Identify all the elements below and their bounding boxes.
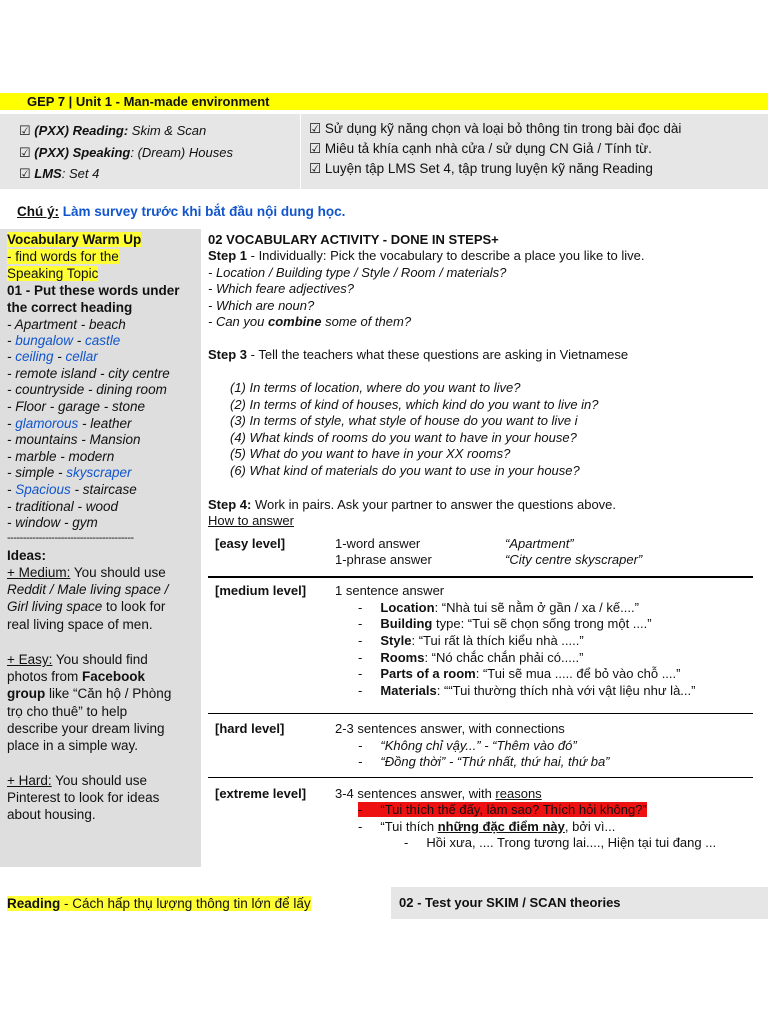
level-label: [medium level] xyxy=(215,583,307,598)
step-1-item: - Which are noun? xyxy=(208,298,315,313)
word-line: - mountains - Mansion xyxy=(7,432,141,447)
step-1-item: - Can you combine some of them? xyxy=(208,314,412,329)
answer-type: 2-3 sentences answer, with connections xyxy=(335,721,565,736)
objective-item: ☑ Luyện tập LMS Set 4, tập trung luyện kỹ năng Reading xyxy=(309,161,653,176)
idea-line: + Easy: You should find xyxy=(7,652,148,667)
question-item: (6) What kind of materials do you want to use in your house? xyxy=(230,463,580,478)
answer-type: 3-4 sentences answer, with reasons xyxy=(335,786,542,801)
title-bar xyxy=(0,93,768,110)
objectives-left xyxy=(0,114,300,189)
bullet-item: - “Đồng thời” - “Thứ nhất, thứ hai, thứ ba” xyxy=(358,754,610,769)
bullet-item: - Location: “Nhà tui sẽ nằm ở gần / xa / kế....” xyxy=(358,600,639,615)
step-1-item: - Which feare adjectives? xyxy=(208,281,354,296)
idea-line: describe your dream living xyxy=(7,721,165,736)
sidebar-heading: Vocabulary Warm Up xyxy=(7,232,142,247)
question-item: (3) In terms of style, what style of house do you want to live i xyxy=(230,413,578,428)
bullet-item: - Style: “Tui rất là thích kiểu nhà .....” xyxy=(358,633,584,648)
idea-line: real living space of men. xyxy=(7,617,153,632)
checkbox-icon: ☑ xyxy=(19,123,31,138)
idea-line: + Hard: You should use xyxy=(7,773,147,788)
bullet-item: - Materials: ““Tui thường thích nhà với vật liệu như là...” xyxy=(358,683,696,698)
word-line: - simple - skyscraper xyxy=(7,465,132,480)
idea-line: + Medium: You should use xyxy=(7,565,166,580)
bullet-item: - “Tui thích những đặc điểm này, bởi vì... xyxy=(358,819,616,834)
sidebar xyxy=(0,229,201,867)
level-label: [hard level] xyxy=(215,721,285,736)
objective-item: ☑ Sử dụng kỹ năng chọn và loại bỏ thông tin trong bài đọc dài xyxy=(309,121,682,136)
ideas-title: Ideas: xyxy=(7,548,47,563)
idea-line: trọ cho thuê” to help xyxy=(7,704,128,719)
test-title: 02 - Test your SKIM / SCAN theories xyxy=(399,895,621,910)
answer-type: 1-phrase answer xyxy=(335,552,432,567)
answer-example: “City centre skyscraper” xyxy=(505,552,643,567)
step-4: Step 4: Work in pairs. Ask your partner to answer the questions above. xyxy=(208,497,617,512)
task-heading: the correct heading xyxy=(7,300,133,315)
word-line: - remote island - city centre xyxy=(7,366,170,381)
word-line: - bungalow - castle xyxy=(7,333,121,348)
objective-item: ☑ LMS: Set 4 xyxy=(19,166,100,181)
bullet-item: - Building type: “Tui sẽ chọn sống trong một ....” xyxy=(358,616,652,631)
objectives-right xyxy=(301,114,768,189)
step-1: Step 1 - Individually: Pick the vocabulary to describe a place you like to live. xyxy=(208,248,645,263)
reading-footer: Reading - Cách hấp thụ lượng thông tin lớn để lấy xyxy=(7,896,311,911)
idea-line: photos from Facebook xyxy=(7,669,146,684)
page-title: GEP 7 | Unit 1 - Man-made environment xyxy=(27,94,270,109)
answer-type: 1 sentence answer xyxy=(335,583,445,598)
idea-line: group like “Căn hộ / Phòng xyxy=(7,686,172,701)
test-box xyxy=(391,887,768,919)
step-1-item: - Location / Building type / Style / Room / materials? xyxy=(208,265,507,280)
word-line: - ceiling - cellar xyxy=(7,349,98,364)
sidebar-sub: - find words for the xyxy=(7,249,119,264)
how-to-answer: How to answer xyxy=(208,513,294,528)
sidebar-sub: Speaking Topic xyxy=(7,266,99,281)
answer-type: 1-word answer xyxy=(335,536,421,551)
word-line: - Floor - garage - stone xyxy=(7,399,146,414)
level-label: [easy level] xyxy=(215,536,286,551)
idea-line: Reddit / Male living space / xyxy=(7,582,169,597)
idea-line: Girl living space to look for xyxy=(7,599,166,614)
question-item: (1) In terms of location, where do you want to live? xyxy=(230,380,521,395)
level-label: [extreme level] xyxy=(215,786,307,801)
idea-line: about housing. xyxy=(7,807,96,822)
idea-line: Pinterest to look for ideas xyxy=(7,790,160,805)
word-line: - Apartment - beach xyxy=(7,317,126,332)
table-divider xyxy=(208,777,753,778)
table-divider xyxy=(208,713,753,714)
answer-example: “Apartment” xyxy=(505,536,574,551)
bullet-item: - Parts of a room: “Tui sẽ mua ..... để bỏ vào chỗ ....” xyxy=(358,666,681,681)
bullet-item: - Rooms: “Nó chắc chắn phải có.....” xyxy=(358,650,584,665)
question-item: (4) What kinds of rooms do you want to have in your house? xyxy=(230,430,577,445)
word-line: - traditional - wood xyxy=(7,499,119,514)
word-line: - glamorous - leather xyxy=(7,416,132,431)
word-line: - countryside - dining room xyxy=(7,382,167,397)
question-item: (2) In terms of kind of houses, which kind do you want to live in? xyxy=(230,397,599,412)
divider: ---------------------------------------- xyxy=(7,532,134,544)
bullet-item: - “Không chỉ vậy...” - “Thêm vào đó” xyxy=(358,738,577,753)
word-line: - marble - modern xyxy=(7,449,115,464)
bullet-item: - “Tui thích thế đấy, làm sao? Thích hỏi không?” xyxy=(358,802,647,817)
survey-note: Chú ý: Làm survey trước khi bắt đầu nội dung học. xyxy=(17,204,346,219)
objective-item: ☑ Miêu tả khía cạnh nhà cửa / sử dụng CN Giả / Tính từ. xyxy=(309,141,652,156)
objective-item: ☑ (PXX) Reading: Skim & Scan xyxy=(19,123,207,138)
question-item: (5) What do you want to have in your XX rooms? xyxy=(230,446,511,461)
checkbox-icon: ☑ xyxy=(19,145,31,160)
objective-item: ☑ (PXX) Speaking: (Dream) Houses xyxy=(19,145,233,160)
word-line: - Spacious - staircase xyxy=(7,482,137,497)
word-line: - window - gym xyxy=(7,515,98,530)
task-heading: 01 - Put these words under xyxy=(7,283,180,298)
idea-line: place in a simple way. xyxy=(7,738,139,753)
activity-heading: 02 VOCABULARY ACTIVITY - DONE IN STEPS+ xyxy=(208,232,499,247)
table-divider xyxy=(208,576,753,578)
sub-bullet-item: - Hồi xưa, .... Trong tương lai...., Hiện tại tui đang ... xyxy=(404,835,717,850)
checkbox-icon: ☑ xyxy=(19,166,31,181)
step-3: Step 3 - Tell the teachers what these questions are asking in Vietnamese xyxy=(208,347,629,362)
